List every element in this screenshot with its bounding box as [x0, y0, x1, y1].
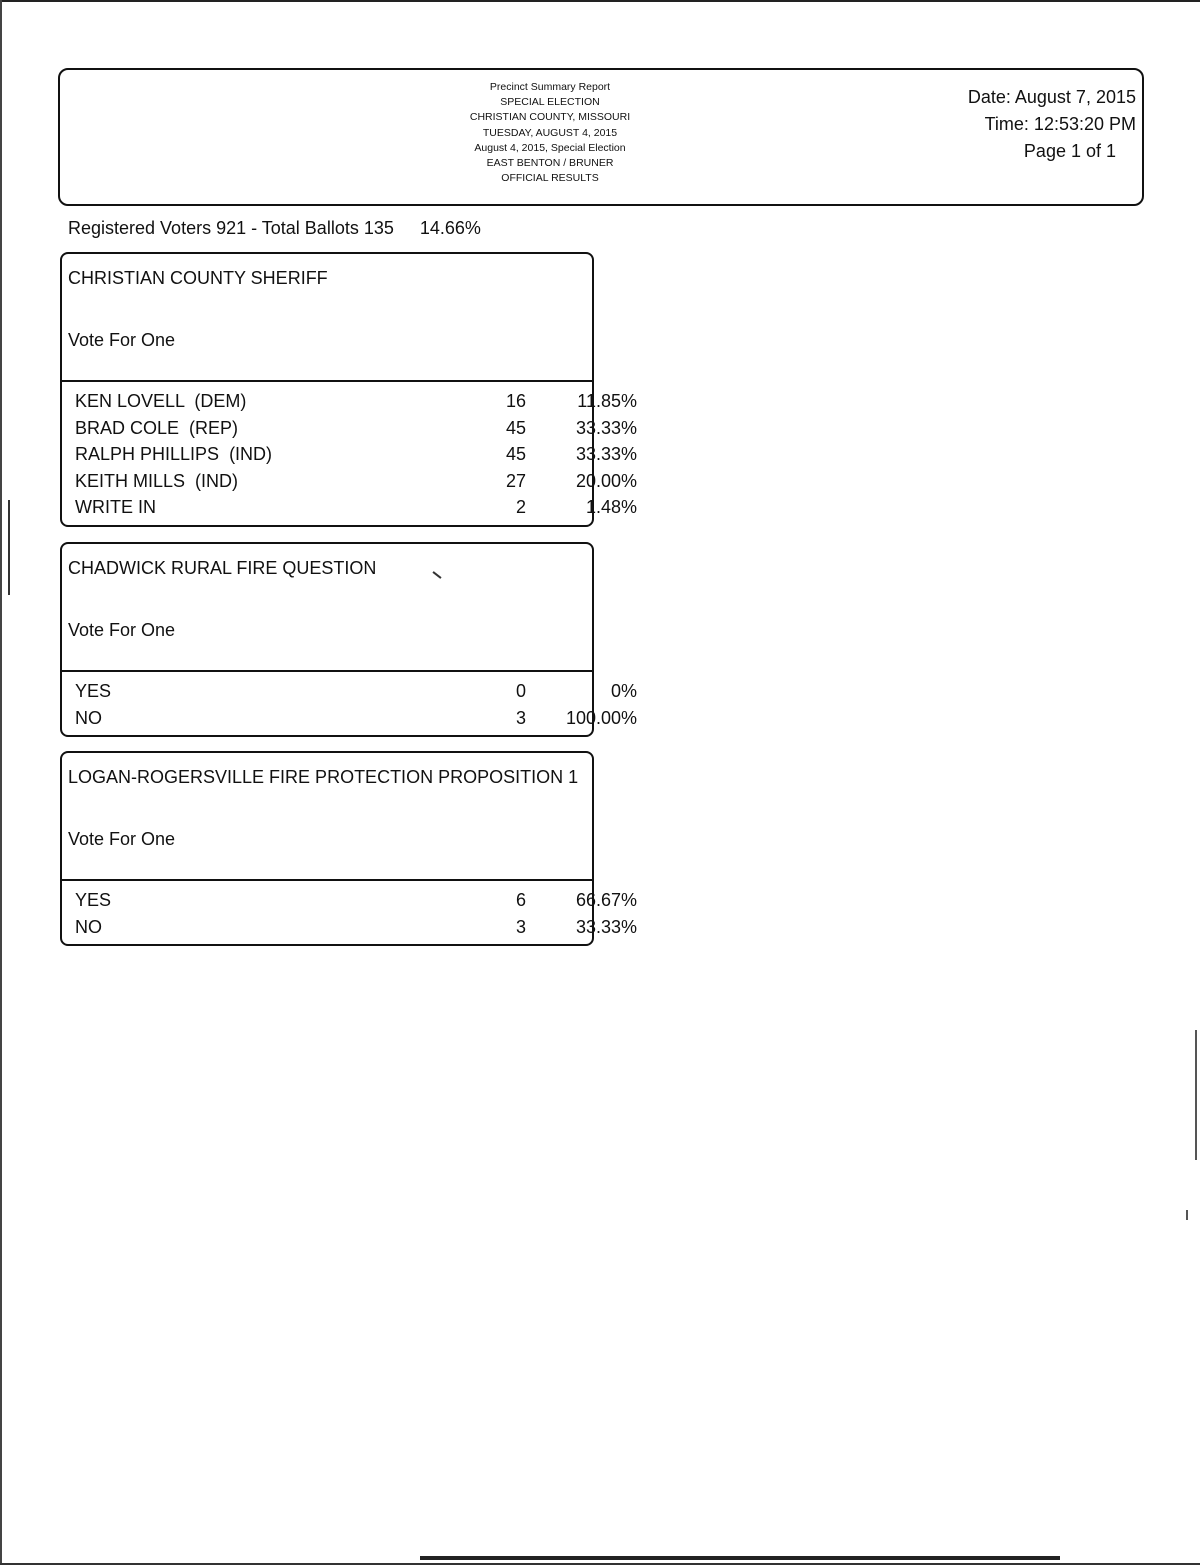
scan-mark-right — [1186, 1210, 1188, 1220]
vote-count: 45 — [505, 444, 526, 464]
candidate-name: RALPH PHILLIPS (IND) — [75, 444, 273, 464]
precinct-name: EAST BENTON / BRUNER — [486, 157, 614, 170]
vote-percent: 1.48% — [585, 497, 637, 517]
candidate-name: WRITE IN — [75, 497, 156, 517]
vote-percent: 11.85% — [577, 391, 637, 411]
report-time: Time: 12:53:20 PM — [984, 114, 1136, 134]
scan-mark-left — [8, 500, 10, 595]
candidate-name: KEN LOVELL (DEM) — [75, 391, 247, 411]
results-table — [62, 881, 637, 944]
scan-bottom-bar — [420, 1556, 1060, 1560]
registered-voters: Registered Voters 921 - Total Ballots 135 — [68, 218, 394, 238]
vote-count: 27 — [505, 470, 526, 491]
choice-name: NO — [75, 707, 102, 728]
vote-percent: 33.33% — [575, 444, 637, 464]
table-row — [62, 914, 637, 941]
vote-for-label: Vote For One — [68, 330, 176, 350]
results-table — [62, 672, 637, 735]
turnout-percent: 14.66% — [419, 218, 481, 238]
vote-count: 3 — [515, 707, 526, 728]
scan-edge-right — [1195, 1030, 1197, 1160]
table-row — [62, 388, 637, 415]
contest-title: CHADWICK RURAL FIRE QUESTION — [68, 558, 377, 578]
table-row — [62, 887, 637, 914]
choice-name: YES — [75, 681, 112, 701]
contest-header — [62, 254, 592, 382]
choice-name: YES — [75, 890, 112, 910]
vote-for-label: Vote For One — [68, 829, 176, 849]
county-name: CHRISTIAN COUNTY, MISSOURI — [469, 111, 631, 124]
contest-logan-rogersville-fire — [60, 751, 637, 946]
table-row — [62, 468, 637, 495]
election-subtitle: August 4, 2015, Special Election — [474, 141, 626, 154]
vote-count: 2 — [515, 497, 526, 517]
vote-count: 3 — [515, 916, 526, 937]
vote-percent: 20.00% — [575, 470, 637, 491]
report-header — [58, 68, 1144, 206]
vote-percent: 100.00% — [565, 707, 637, 728]
vote-percent: 66.67% — [575, 890, 637, 910]
vote-count: 45 — [505, 417, 526, 438]
candidate-name: BRAD COLE (REP) — [75, 417, 239, 438]
vote-count: 6 — [515, 890, 526, 910]
vote-percent: 33.33% — [575, 417, 637, 438]
scan-edge-top — [0, 0, 1200, 2]
table-row — [62, 441, 637, 468]
choice-name: NO — [75, 916, 102, 937]
table-row — [62, 494, 637, 521]
vote-count: 0 — [515, 681, 526, 701]
scan-edge-left — [0, 0, 2, 1565]
results-status: OFFICIAL RESULTS — [501, 172, 599, 185]
report-title: Precinct Summary Report — [489, 81, 611, 93]
table-row — [62, 678, 637, 705]
contest-title: CHRISTIAN COUNTY SHERIFF — [68, 268, 328, 288]
contest-title: LOGAN-ROGERSVILLE FIRE PROTECTION PROPOSITION 1 — [68, 767, 579, 787]
page-number: Page 1 of 1 — [1023, 141, 1116, 161]
registration-summary — [68, 218, 481, 239]
report-meta — [836, 84, 1136, 165]
vote-for-label: Vote For One — [68, 620, 176, 640]
vote-percent: 33.33% — [575, 916, 637, 937]
results-table — [62, 382, 637, 525]
contest-chadwick-fire — [60, 542, 637, 737]
vote-count: 16 — [505, 391, 526, 411]
election-name: SPECIAL ELECTION — [500, 96, 600, 109]
contest-header — [62, 753, 592, 881]
table-row — [62, 415, 637, 442]
vote-percent: 0% — [610, 681, 637, 701]
contest-header — [62, 544, 592, 672]
contest-sheriff — [60, 252, 637, 527]
candidate-name: KEITH MILLS (IND) — [75, 470, 239, 491]
report-date: Date: August 7, 2015 — [967, 87, 1136, 107]
election-date: TUESDAY, AUGUST 4, 2015 — [482, 126, 618, 139]
report-title-block — [400, 80, 700, 186]
table-row — [62, 705, 637, 732]
